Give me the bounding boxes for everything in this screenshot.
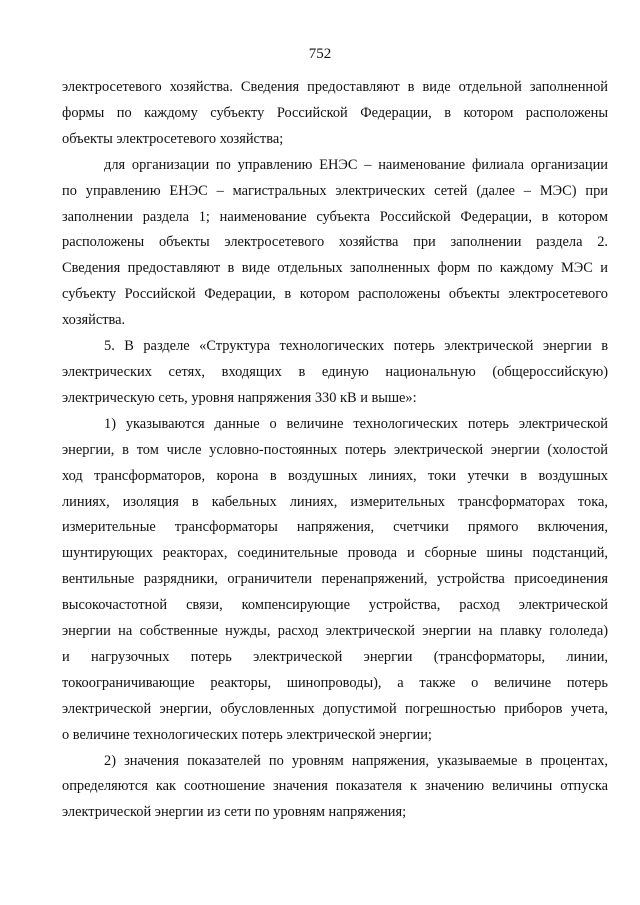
text-line: высокочастотной связи, компенсирующие устройства, расход электрической xyxy=(62,597,608,614)
text-line: и нагрузочных потерь электрической энергии (трансформаторы, линии, xyxy=(62,648,608,665)
text-line: 2) значения показателей по уровням напряжения, указываемые в процентах, xyxy=(104,752,608,769)
text-line: измерительные трансформаторы напряжения, счетчики прямого включения, xyxy=(62,519,608,536)
text-line: токоограничивающие реакторы, шинопроводы), а также о величине потерь xyxy=(62,674,608,691)
text-line: электрической энергии, обусловленных допустимой погрешностью приборов учета, xyxy=(62,700,608,717)
paragraph xyxy=(62,334,608,412)
text-line: 1) указываются данные о величине технологических потерь электрической xyxy=(104,415,608,432)
page-number: 752 xyxy=(308,46,332,62)
paragraph xyxy=(62,153,608,334)
text-line: о величине технологических потерь электрической энергии; xyxy=(62,726,432,743)
text-line: энергии на собственные нужды, расход электрической энергии на плавку гололеда) xyxy=(62,623,608,640)
text-line: шунтирующих реакторах, соединительные провода и сборные шины подстанций, xyxy=(62,545,608,562)
text-line: заполнении раздела 1; наименование субъекта Российской Федерации, в котором xyxy=(62,208,608,225)
text-line: 5. В разделе «Структура технологических потерь электрической энергии в xyxy=(104,338,608,355)
text-line: объекты электросетевого хозяйства; xyxy=(62,130,284,147)
text-line: для организации по управлению ЕНЭС – наименование филиала организации xyxy=(104,156,608,173)
text-line: электрическую сеть, уровня напряжения 330 кВ и выше»: xyxy=(62,389,417,406)
text-line: вентильные разрядники, ограничители перенапряжений, устройства присоединения xyxy=(62,571,608,588)
text-line: ход трансформаторов, корона в воздушных линиях, токи утечки в воздушных xyxy=(62,467,608,484)
text-line: формы по каждому субъекту Российской Федерации, в котором расположены xyxy=(62,104,608,121)
text-line: электросетевого хозяйства. Сведения предоставляют в виде отдельной заполненной xyxy=(62,79,608,95)
text-line: электрических сетях, входящих в единую национальную (общероссийскую) xyxy=(62,363,608,380)
paragraph xyxy=(62,75,608,153)
text-line: хозяйства. xyxy=(62,312,126,329)
paragraph xyxy=(62,412,608,749)
text-line: линиях, изоляция в кабельных линиях, измерительных трансформаторах тока, xyxy=(62,493,608,510)
text-line: по управлению ЕНЭС – магистральных электрических сетей (далее – МЭС) при xyxy=(62,182,608,199)
text-line: расположены объекты электросетевого хозяйства при заполнении раздела 2. xyxy=(62,234,608,251)
text-line: Сведения предоставляют в виде отдельных заполненных форм по каждому МЭС и xyxy=(62,260,608,277)
text-line: энергии, в том числе условно-постоянных потерь электрической энергии (холостой xyxy=(62,441,608,458)
text-line: электрической энергии из сети по уровням напряжения; xyxy=(62,804,407,821)
document-body xyxy=(62,75,608,826)
text-line: субъекту Российской Федерации, в котором расположены объекты электросетевого xyxy=(62,286,608,303)
text-line: определяются как соотношение значения показателя к значению величины отпуска xyxy=(62,778,608,795)
paragraph xyxy=(62,749,608,827)
